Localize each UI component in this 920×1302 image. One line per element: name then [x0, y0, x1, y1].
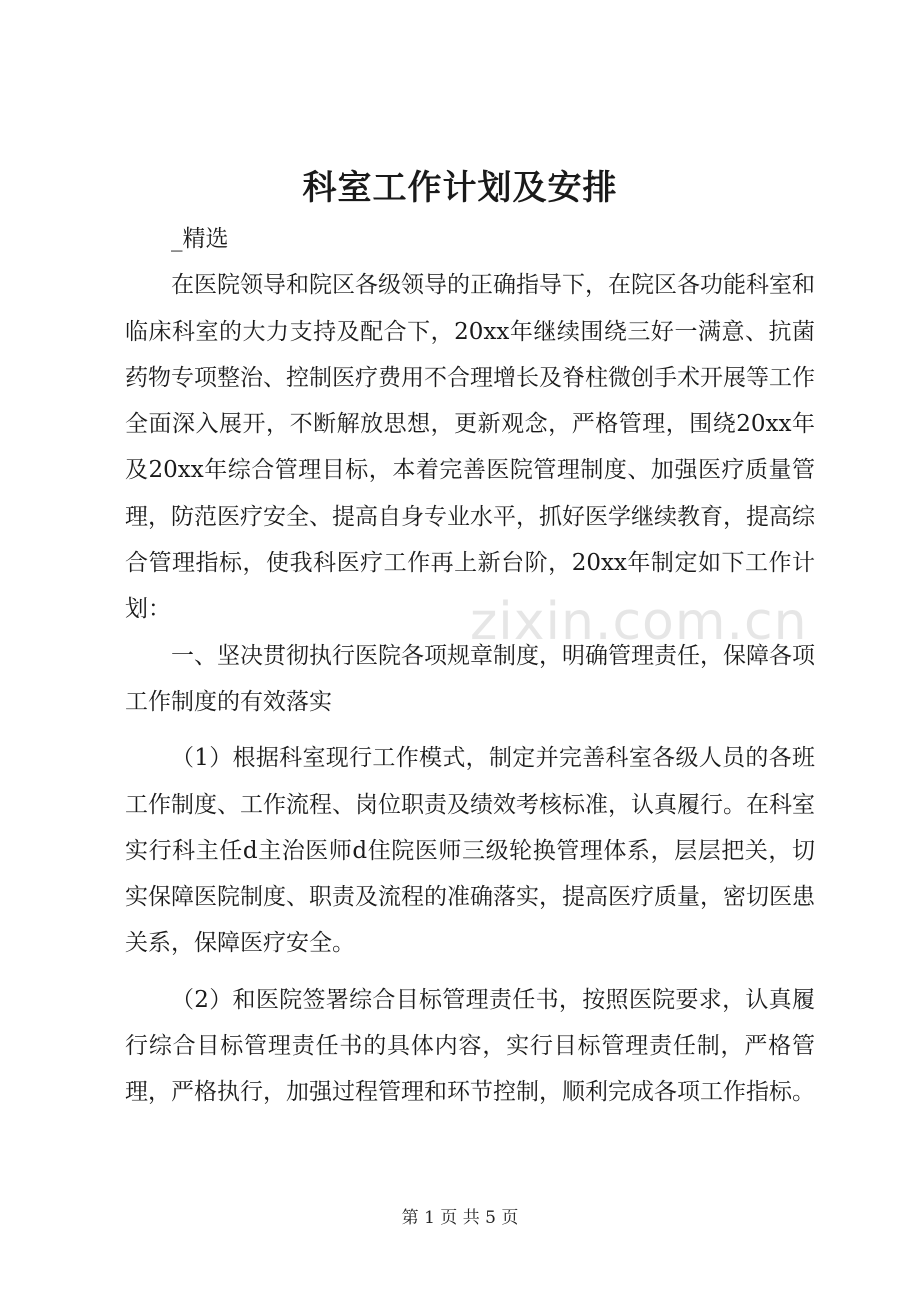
- document-body: [125, 216, 815, 1116]
- paragraph-intro: 在医院领导和院区各级领导的正确指导下，在院区各功能科室和临床科室的大力支持及配合下，20xx年继续围绕三好一满意、抗菌药物专项整治、控制医疗费用不合理增长及脊柱微创手术开展等工作全面深入展开，不断解放思想，更新观念，严格管理，围绕20xx年及20xx年综合管理目标，本着完善医院管理制度、加强医疗质量管理，防范医疗安全、提高自身专业水平，抓好医学继续教育，提高综合管理指标，使我科医疗工作再上新台阶，20xx年制定如下工作计划：: [125, 272, 815, 623]
- paragraph-section-heading: 一、坚决贯彻执行医院各项规章制度，明确管理责任，保障各项工作制度的有效落实: [125, 642, 815, 715]
- paragraph-item-1: （1）根据科室现行工作模式，制定并完善科室各级人员的各班工作制度、工作流程、岗位职责及绩效考核标准，认真履行。在科室实行科主任d主治医师d住院医师三级轮换管理体系，层层把关，切实保障医院制度、职责及流程的准确落实，提高医疗质量，密切医患关系，保障医疗安全。: [125, 745, 815, 957]
- page-footer: 第 1 页 共 5 页: [401, 1208, 519, 1228]
- paragraph-item-2: （2）和医院签署综合目标管理责任书，按照医院要求，认真履行综合目标管理责任书的具体内容，实行目标管理责任制，严格管理，严格执行，加强过程管理和环节控制，顺利完成各项工作指标。: [125, 986, 815, 1106]
- document-title: 科室工作计划及安排: [302, 168, 618, 208]
- document-subtitle: _精选: [171, 226, 229, 252]
- watermark: zixin.com.cn: [470, 592, 808, 652]
